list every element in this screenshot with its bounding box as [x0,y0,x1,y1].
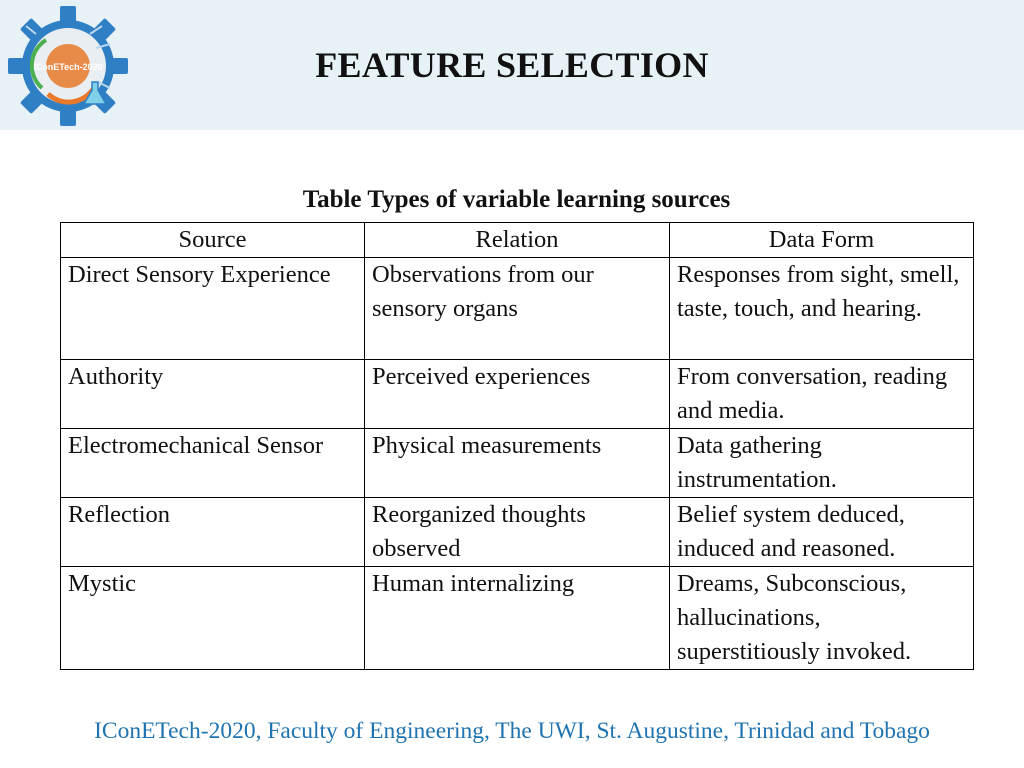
cell-relation: Reorganized thoughts observed [365,498,670,567]
cell-data-form: Data gathering instrumentation. [670,429,974,498]
column-header-data-form: Data Form [670,223,974,258]
footer-text: IConETech-2020, Faculty of Engineering, The UWI, St. Augustine, Trinidad and Tobago [94,718,930,744]
table-row [61,429,974,498]
cell-data-form: Responses from sight, smell, taste, touch, and hearing. [670,258,974,360]
table-row [61,567,974,670]
column-header-relation: Relation [365,223,670,258]
cell-relation: Physical measurements [365,429,670,498]
table-row [61,258,974,360]
column-header-source: Source [61,223,365,258]
cell-source: Reflection [61,498,365,567]
cell-relation: Perceived experiences [365,360,670,429]
cell-source: Mystic [61,567,365,670]
header-band [0,0,1024,130]
cell-source: Authority [61,360,365,429]
slide-title: FEATURE SELECTION [315,45,709,85]
cell-source: Direct Sensory Experience [61,258,365,360]
table-header-row [61,223,974,258]
cell-data-form: Dreams, Subconscious, hallucinations, superstitiously invoked. [670,567,974,670]
table-row [61,498,974,567]
cell-relation: Observations from our sensory organs [365,258,670,360]
cell-source: Electromechanical Sensor [61,429,365,498]
table-caption: Table Types of variable learning sources [302,186,731,213]
cell-data-form: From conversation, reading and media. [670,360,974,429]
cell-relation: Human internalizing [365,567,670,670]
table-row [61,360,974,429]
cell-data-form: Belief system deduced, induced and reasoned. [670,498,974,567]
logo-text: IConETech-2020 [33,62,103,72]
learning-sources-table [60,222,974,670]
